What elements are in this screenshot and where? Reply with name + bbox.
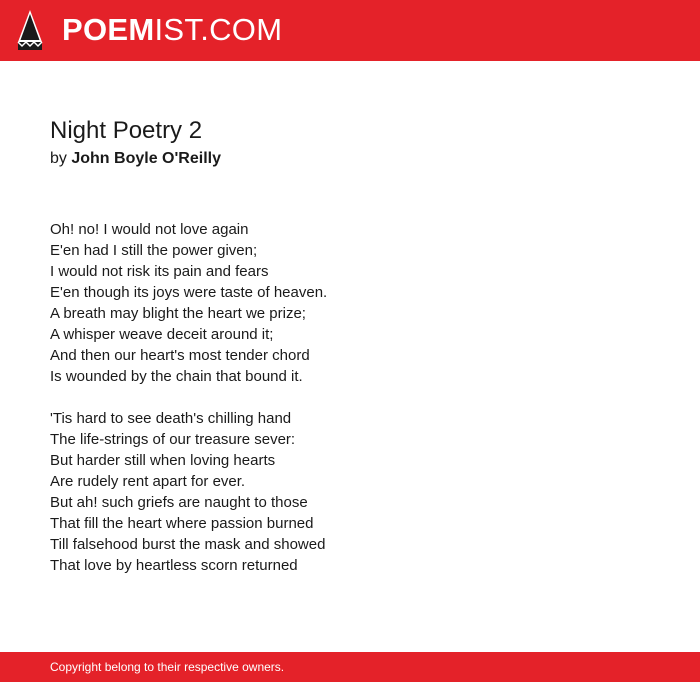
poem-line: E'en though its joys were taste of heaven. <box>50 284 328 301</box>
poem-line: The life-strings of our treasure sever: <box>50 431 296 448</box>
poem-line: A breath may blight the heart we prize; <box>50 305 306 322</box>
poem-line: That love by heartless scorn returned <box>50 557 298 574</box>
stanza <box>50 219 650 387</box>
poem-line: 'Tis hard to see death's chilling hand <box>50 410 292 427</box>
logo-bold-text: POEM <box>62 12 155 47</box>
poem-body <box>50 219 650 597</box>
poem-line: A whisper weave deceit around it; <box>50 326 274 343</box>
copyright-text: Copyright belong to their respective owners. <box>50 660 285 674</box>
poem-line: Oh! no! I would not love again <box>50 221 249 238</box>
by-label: by <box>50 150 67 167</box>
poem-line: Is wounded by the chain that bound it. <box>50 368 303 385</box>
pencil-icon[interactable] <box>17 9 43 51</box>
poem-title: Night Poetry 2 <box>50 117 203 144</box>
poem-byline <box>50 149 221 169</box>
poem-author: John Boyle O'Reilly <box>71 150 221 167</box>
poem-line: That fill the heart where passion burned <box>50 515 314 532</box>
poem-line: Till falsehood burst the mask and showed <box>50 536 326 553</box>
poem-line: Are rudely rent apart for ever. <box>50 473 246 490</box>
logo-light-text: IST.COM <box>154 12 283 47</box>
poem-line: And then our heart's most tender chord <box>50 347 310 364</box>
poem-line: I would not risk its pain and fears <box>50 263 269 280</box>
stanza <box>50 408 650 576</box>
poem-line: But harder still when loving hearts <box>50 452 276 469</box>
site-footer <box>0 652 700 682</box>
poem-line: E'en had I still the power given; <box>50 242 258 259</box>
site-logo[interactable] <box>62 12 282 48</box>
poem-line: But ah! such griefs are naught to those <box>50 494 308 511</box>
site-header <box>0 0 700 61</box>
